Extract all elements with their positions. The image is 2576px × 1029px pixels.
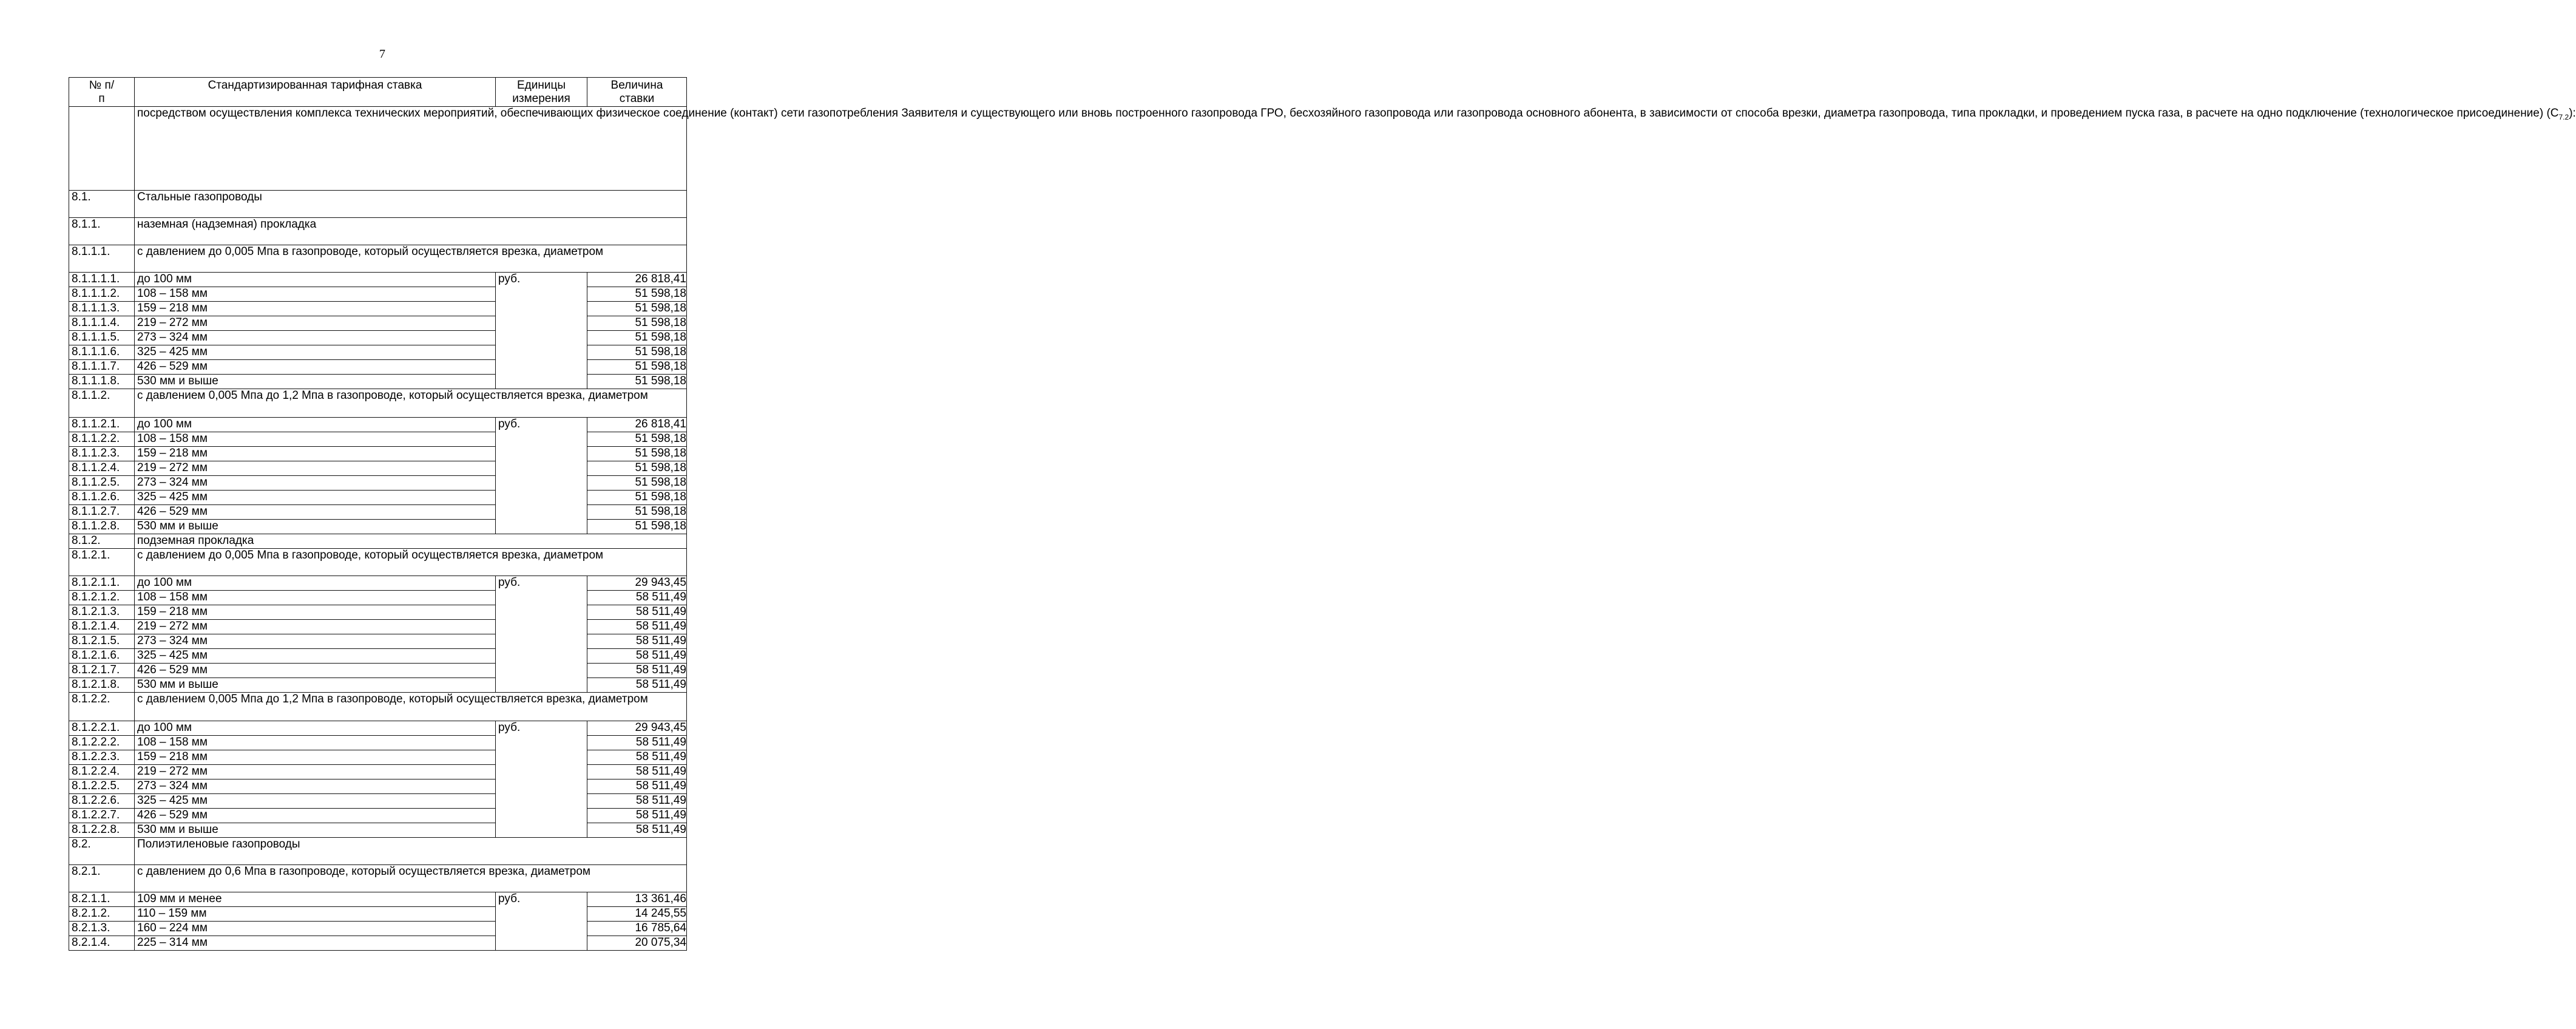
table-row (69, 316, 687, 331)
intro-symbol-c: (C (2546, 107, 2559, 120)
row-value: 26 818,41 (587, 273, 687, 287)
intro-symbol-sub: 7.2 (2558, 112, 2569, 121)
header-num (69, 78, 135, 107)
table-row (69, 794, 687, 809)
row-diameter: 325 – 425 мм (135, 345, 496, 360)
table-row (69, 287, 687, 302)
row-num: 8.1.1.2.8. (69, 520, 135, 534)
row-num: 8.1.1.2.2. (69, 432, 135, 447)
section-label: наземная (надземная) прокладка (135, 218, 687, 245)
row-diameter: 530 мм и выше (135, 678, 496, 693)
section-label: подземная прокладка (135, 534, 687, 549)
row-num: 8.2.1.3. (69, 922, 135, 936)
row-diameter: 530 мм и выше (135, 520, 496, 534)
header-num-text: № п/п (89, 79, 115, 105)
table-row (69, 476, 687, 491)
row-num: 8.2.1.1. (69, 892, 135, 907)
row-diameter: 273 – 324 мм (135, 634, 496, 649)
section-label: с давлением 0,005 Мпа до 1,2 Мпа в газопроводе, который осуществляется врезка, диаметром (135, 693, 687, 721)
page-number: 7 (379, 47, 385, 61)
row-diameter: до 100 мм (135, 576, 496, 591)
row-num: 8.2.1.4. (69, 936, 135, 951)
row-unit: руб. (496, 418, 587, 534)
row-value: 29 943,45 (587, 576, 687, 591)
section-num: 8.1.2.2. (69, 693, 135, 721)
row-num: 8.1.2.1.5. (69, 634, 135, 649)
row-diameter: 273 – 324 мм (135, 331, 496, 345)
table-row (69, 447, 687, 461)
section-num: 8.1.1. (69, 218, 135, 245)
row-value: 51 598,18 (587, 331, 687, 345)
table-row (69, 461, 687, 476)
row-value: 51 598,18 (587, 461, 687, 476)
row-value: 51 598,18 (587, 287, 687, 302)
table-row (69, 302, 687, 316)
header-name: Стандартизированная тарифная ставка (135, 78, 496, 107)
header-value (587, 78, 687, 107)
row-num: 8.1.1.2.7. (69, 505, 135, 520)
table-row (69, 331, 687, 345)
table-row (69, 432, 687, 447)
intro-num (69, 107, 135, 191)
table-row (69, 922, 687, 936)
row-diameter: 225 – 314 мм (135, 936, 496, 951)
section-label: с давлением 0,005 Мпа до 1,2 Мпа в газопроводе, который осуществляется врезка, диаметром (135, 389, 687, 418)
row-diameter: 159 – 218 мм (135, 750, 496, 765)
row-num: 8.1.2.1.1. (69, 576, 135, 591)
row-value: 29 943,45 (587, 721, 687, 736)
row-num: 8.1.1.2.3. (69, 447, 135, 461)
row-diameter: до 100 мм (135, 273, 496, 287)
row-value: 58 511,49 (587, 664, 687, 678)
row-diameter: 108 – 158 мм (135, 287, 496, 302)
row-value: 51 598,18 (587, 316, 687, 331)
row-value: 58 511,49 (587, 823, 687, 838)
row-diameter: 108 – 158 мм (135, 432, 496, 447)
row-num: 8.1.2.2.4. (69, 765, 135, 779)
row-diameter: 219 – 272 мм (135, 620, 496, 634)
row-num: 8.1.2.2.5. (69, 779, 135, 794)
row-num: 8.1.2.1.4. (69, 620, 135, 634)
row-num: 8.1.1.2.6. (69, 491, 135, 505)
section-num: 8.1. (69, 191, 135, 218)
row-value: 58 511,49 (587, 620, 687, 634)
section-label: Стальные газопроводы (135, 191, 687, 218)
row-num: 8.1.1.1.5. (69, 331, 135, 345)
section-row (69, 191, 687, 218)
section-num: 8.1.1.1. (69, 245, 135, 273)
row-diameter: 426 – 529 мм (135, 664, 496, 678)
header-unit-text: Единицы измерения (512, 79, 570, 105)
section-row (69, 245, 687, 273)
row-num: 8.1.1.1.2. (69, 287, 135, 302)
section-num: 8.1.2.1. (69, 549, 135, 576)
row-diameter: до 100 мм (135, 721, 496, 736)
table-row (69, 360, 687, 375)
row-num: 8.1.1.1.6. (69, 345, 135, 360)
header-unit (496, 78, 587, 107)
row-num: 8.1.2.1.6. (69, 649, 135, 664)
intro-symbol-end: ): (2569, 107, 2576, 120)
table-row (69, 678, 687, 693)
section-label: с давлением до 0,005 Мпа в газопроводе, который осуществляется врезка, диаметром (135, 549, 687, 576)
row-num: 8.1.1.1.4. (69, 316, 135, 331)
row-diameter: 325 – 425 мм (135, 649, 496, 664)
table-row (69, 736, 687, 750)
header-value-text: Величина ставки (610, 79, 663, 105)
row-diameter: 160 – 224 мм (135, 922, 496, 936)
row-diameter: 159 – 218 мм (135, 447, 496, 461)
row-diameter: 159 – 218 мм (135, 302, 496, 316)
row-value: 13 361,46 (587, 892, 687, 907)
table-row (69, 634, 687, 649)
table-row (69, 505, 687, 520)
row-value: 58 511,49 (587, 649, 687, 664)
section-row (69, 693, 687, 721)
row-num: 8.1.1.1.7. (69, 360, 135, 375)
section-num: 8.2. (69, 838, 135, 865)
section-num: 8.2.1. (69, 865, 135, 892)
table-row (69, 605, 687, 620)
row-num: 8.1.1.2.4. (69, 461, 135, 476)
table-row (69, 664, 687, 678)
row-num: 8.2.1.2. (69, 907, 135, 922)
table-row (69, 649, 687, 664)
row-num: 8.1.2.2.8. (69, 823, 135, 838)
row-diameter: 159 – 218 мм (135, 605, 496, 620)
table-row (69, 765, 687, 779)
row-diameter: 426 – 529 мм (135, 809, 496, 823)
row-value: 58 511,49 (587, 794, 687, 809)
row-num: 8.1.1.1.8. (69, 375, 135, 389)
section-row (69, 549, 687, 576)
row-num: 8.1.2.1.3. (69, 605, 135, 620)
row-value: 58 511,49 (587, 765, 687, 779)
table-row (69, 721, 687, 736)
tariff-table (69, 77, 2576, 951)
section-num: 8.1.1.2. (69, 389, 135, 418)
row-unit: руб. (496, 892, 587, 951)
row-diameter: 110 – 159 мм (135, 907, 496, 922)
table-row (69, 892, 687, 907)
row-diameter: 273 – 324 мм (135, 779, 496, 794)
row-num: 8.1.2.2.3. (69, 750, 135, 765)
row-value: 58 511,49 (587, 605, 687, 620)
row-value: 51 598,18 (587, 302, 687, 316)
row-num: 8.1.2.2.2. (69, 736, 135, 750)
table-row (69, 809, 687, 823)
row-num: 8.1.2.1.2. (69, 591, 135, 605)
row-unit: руб. (496, 721, 587, 838)
row-value: 51 598,18 (587, 520, 687, 534)
table-row (69, 273, 687, 287)
section-row (69, 865, 687, 892)
row-diameter: 530 мм и выше (135, 823, 496, 838)
row-value: 51 598,18 (587, 491, 687, 505)
row-value: 51 598,18 (587, 447, 687, 461)
row-value: 20 075,34 (587, 936, 687, 951)
table-row (69, 591, 687, 605)
row-value: 51 598,18 (587, 476, 687, 491)
row-diameter: 325 – 425 мм (135, 794, 496, 809)
section-row (69, 838, 687, 865)
row-num: 8.1.2.1.8. (69, 678, 135, 693)
table-row (69, 907, 687, 922)
row-value: 58 511,49 (587, 779, 687, 794)
row-unit: руб. (496, 273, 587, 389)
table-row (69, 779, 687, 794)
row-value: 26 818,41 (587, 418, 687, 432)
row-num: 8.1.2.2.6. (69, 794, 135, 809)
row-diameter: 530 мм и выше (135, 375, 496, 389)
row-diameter: 273 – 324 мм (135, 476, 496, 491)
section-row (69, 534, 687, 549)
section-row (69, 218, 687, 245)
section-row (69, 389, 687, 418)
row-num: 8.1.2.2.7. (69, 809, 135, 823)
row-diameter: 325 – 425 мм (135, 491, 496, 505)
row-diameter: 219 – 272 мм (135, 316, 496, 331)
row-num: 8.1.1.2.1. (69, 418, 135, 432)
row-value: 58 511,49 (587, 736, 687, 750)
row-value: 51 598,18 (587, 360, 687, 375)
section-num: 8.1.2. (69, 534, 135, 549)
row-num: 8.1.2.1.7. (69, 664, 135, 678)
section-label: с давлением до 0,6 Мпа в газопроводе, который осуществляется врезка, диаметром (135, 865, 687, 892)
row-value: 16 785,64 (587, 922, 687, 936)
table-row (69, 750, 687, 765)
row-num: 8.1.1.1.1. (69, 273, 135, 287)
row-value: 58 511,49 (587, 634, 687, 649)
intro-row (69, 107, 687, 191)
row-diameter: 109 мм и менее (135, 892, 496, 907)
intro-text-cell (135, 107, 2576, 191)
row-value: 14 245,55 (587, 907, 687, 922)
row-value: 51 598,18 (587, 345, 687, 360)
table-row (69, 418, 687, 432)
row-num: 8.1.1.2.5. (69, 476, 135, 491)
row-value: 58 511,49 (587, 809, 687, 823)
table-row (69, 520, 687, 534)
row-diameter: 426 – 529 мм (135, 505, 496, 520)
row-diameter: 426 – 529 мм (135, 360, 496, 375)
row-diameter: 219 – 272 мм (135, 765, 496, 779)
row-value: 58 511,49 (587, 678, 687, 693)
table-row (69, 576, 687, 591)
header-row (69, 78, 687, 107)
table-row (69, 345, 687, 360)
row-diameter: до 100 мм (135, 418, 496, 432)
table-row (69, 375, 687, 389)
row-value: 51 598,18 (587, 505, 687, 520)
row-value: 58 511,49 (587, 591, 687, 605)
row-diameter: 108 – 158 мм (135, 736, 496, 750)
row-value: 58 511,49 (587, 750, 687, 765)
table-row (69, 823, 687, 838)
row-diameter: 108 – 158 мм (135, 591, 496, 605)
row-unit: руб. (496, 576, 587, 693)
row-diameter: 219 – 272 мм (135, 461, 496, 476)
table-row (69, 491, 687, 505)
row-value: 51 598,18 (587, 432, 687, 447)
row-num: 8.1.2.2.1. (69, 721, 135, 736)
table-row (69, 620, 687, 634)
intro-symbol (2546, 107, 2575, 120)
table-row (69, 936, 687, 951)
intro-text: посредством осуществления комплекса технических мероприятий, обеспечивающих физическое соединение (контакт) сети газопотребления Заявителя и существующего или вновь построенного газопровода ГРО, бесхозяйного газопровода или газопровода основного абонента, в зависимости от способа врезки, диаметра газопровода, типа прокладки, и проведением пуска газа, в расчете на одно подключение (технологическое присоединение) (137, 107, 2544, 120)
section-label: с давлением до 0,005 Мпа в газопроводе, который осуществляется врезка, диаметром (135, 245, 687, 273)
row-num: 8.1.1.1.3. (69, 302, 135, 316)
row-value: 51 598,18 (587, 375, 687, 389)
section-label: Полиэтиленовые газопроводы (135, 838, 687, 865)
